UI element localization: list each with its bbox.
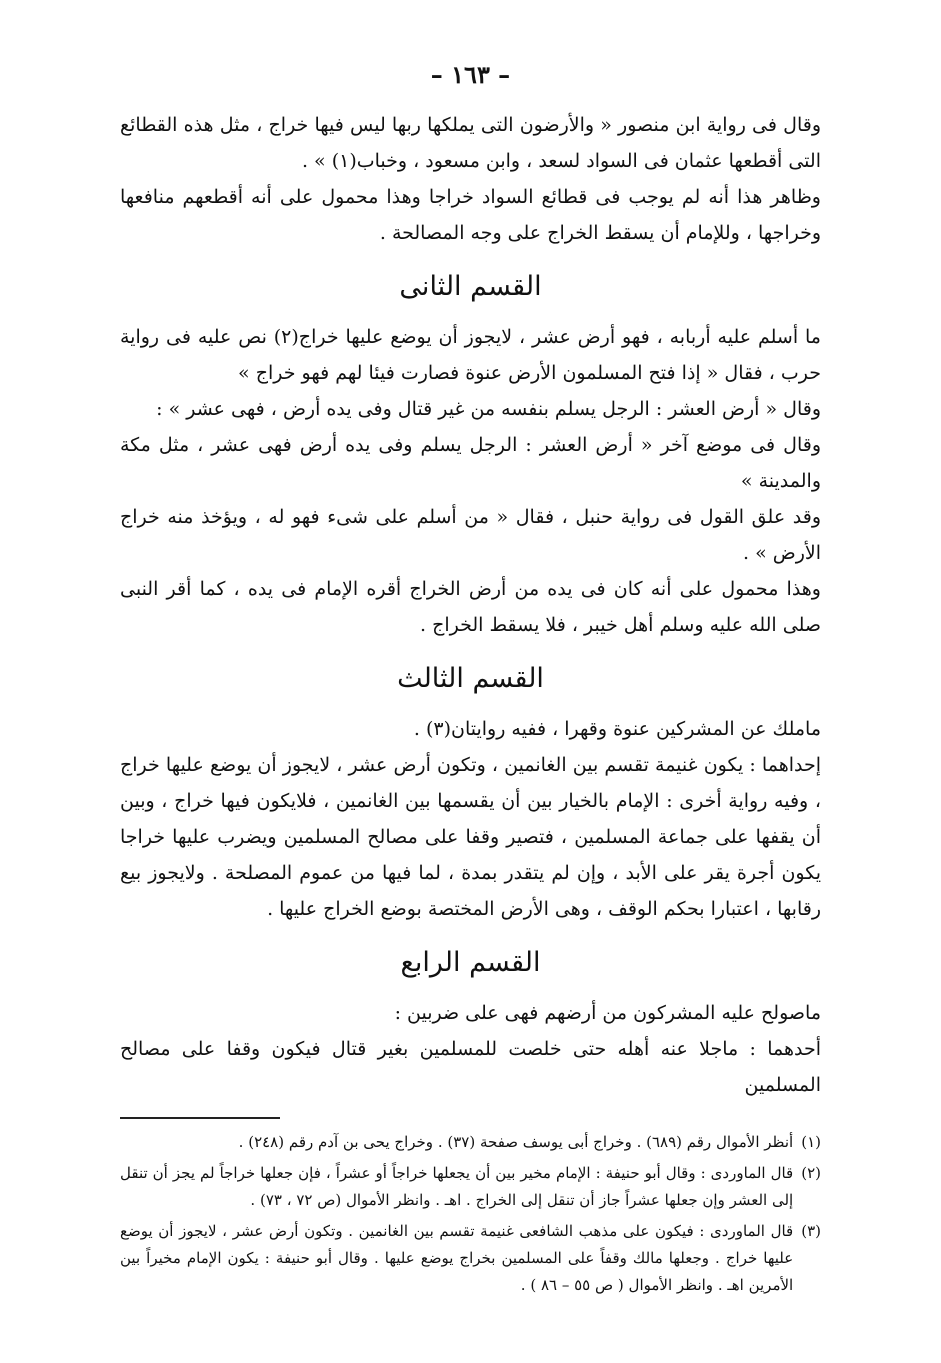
paragraph: وقال فى رواية ابن منصور « والأرضون التى يملكها ربها ليس فيها خراج ، مثل هذه القطائع التى أقطعها عثمان فى السواد لسعد ، وابن مسعود ، وخباب(١) » . <box>120 114 821 172</box>
paragraph: ماملك عن المشركين عنوة وقهرا ، ففيه روايتان(٣) . <box>413 718 821 740</box>
body-text <box>120 107 821 1103</box>
footnote-number: (٢) <box>801 1164 821 1182</box>
footnote-text: قال الماوردى : وقال أبو حنيفة : الإمام مخير بين أن يجعلها خراجاً أو عشراً ، فإن جعلها خراجاً لم يجز أن تنقل إلى العشر وإن جعلها عشراً جاز أن تنقل إلى الخراج . اهـ . وانظر الأموال (ص ٧٢ ، ٧٣) . <box>120 1164 794 1209</box>
paragraph: إحداهما : يكون غنيمة تقسم بين الغانمين ، وتكون أرض عشر ، لايجوز أن يوضع عليها خراج ، وفيه رواية أخرى : الإمام بالخيار بين أن يقسمها بين الغانمين ، فلايكون فيها خراج ، وبين أن يقفها على جماعة المسلمين ، فتصير وقفا على مصالح المسلمين ويضرب عليها خراجا يكون أجرة يقر على الأبد ، وإن لم يتقدر بمدة ، لما فيها من عموم المصلحة . ولايجوز بيع رقابها ، اعتبارا بحكم الوقف ، وهى الأرض المختصة بوضع الخراج عليها . <box>120 754 821 920</box>
section-heading: القسم الثالث <box>397 663 544 694</box>
section-heading: القسم الرابع <box>400 947 541 978</box>
footnote-number: (٣) <box>801 1222 821 1240</box>
footnote-text: قال الماوردى : فيكون على مذهب الشافعى غنيمة تقسم بين الغانمين . وتكون أرض عشر ، لايجوز أن يوضع عليها خراج . وجعلها مالك وقفاً على المسلمين بخراج يوضع عليها . وقال أبو حنيفة : يكون الإمام مخيراً بين الأمرين اهـ . وانظر الأموال ( ص ٥٥ – ٨٦ ) . <box>120 1222 794 1294</box>
paragraph: ما أسلم عليه أربابه ، فهو أرض عشر ، لايجوز أن يوضع عليها خراج(٢) نص عليه فى رواية حرب ، فقال « إذا فتح المسلمون الأرض عنوة فصارت فيئا لهم فهو خراج » <box>120 326 821 384</box>
footnotes <box>120 1129 821 1299</box>
footnote <box>120 1218 821 1299</box>
paragraph: وظاهر هذا أنه لم يوجب فى قطائع السواد خراجا وهذا محمول على أنه أقطعهم منافعها وخراجها ، وللإمام أن يسقط الخراج على وجه المصالحة . <box>120 186 821 244</box>
footnote-number: (١) <box>801 1133 821 1151</box>
paragraph: وهذا محمول على أنه كان فى يده من أرض الخراج أقره الإمام فى يده ، كما أقر النبى صلى الله عليه وسلم أهل خيبر ، فلا يسقط الخراج . <box>120 578 821 636</box>
footnote-separator <box>120 1117 280 1119</box>
paragraph: وقال « أرض العشر : الرجل يسلم بنفسه من غير قتال وفى يده أرض ، فهى عشر » : <box>156 398 821 420</box>
section-heading: القسم الثانى <box>399 271 542 302</box>
footnote-text: أنظر الأموال رقم (٦٨٩) . وخراج أبى يوسف صفحة (٣٧) . وخراج يحى بن آدم رقم (٢٤٨) . <box>238 1133 794 1151</box>
paragraph: ماصولح عليه المشركون من أرضهم فهى على ضربين : <box>394 1002 821 1024</box>
footnote <box>120 1160 821 1214</box>
paragraph: أحدهما : ماجلا عنه أهله حتى خلصت للمسلمين بغير قتال فيكون وقفا على مصالح المسلمين <box>120 1038 821 1096</box>
page-number: – ١٦٣ – <box>430 60 511 89</box>
paragraph: وقد علق القول فى رواية حنبل ، فقال « من أسلم على شىء فهو له ، ويؤخذ منه خراج الأرض » . <box>120 506 821 564</box>
paragraph: وقال فى موضع آخر « أرض العشر : الرجل يسلم وفى يده أرض فهى عشر ، مثل مكة والمدينة » <box>120 434 821 492</box>
footnote <box>120 1129 821 1156</box>
